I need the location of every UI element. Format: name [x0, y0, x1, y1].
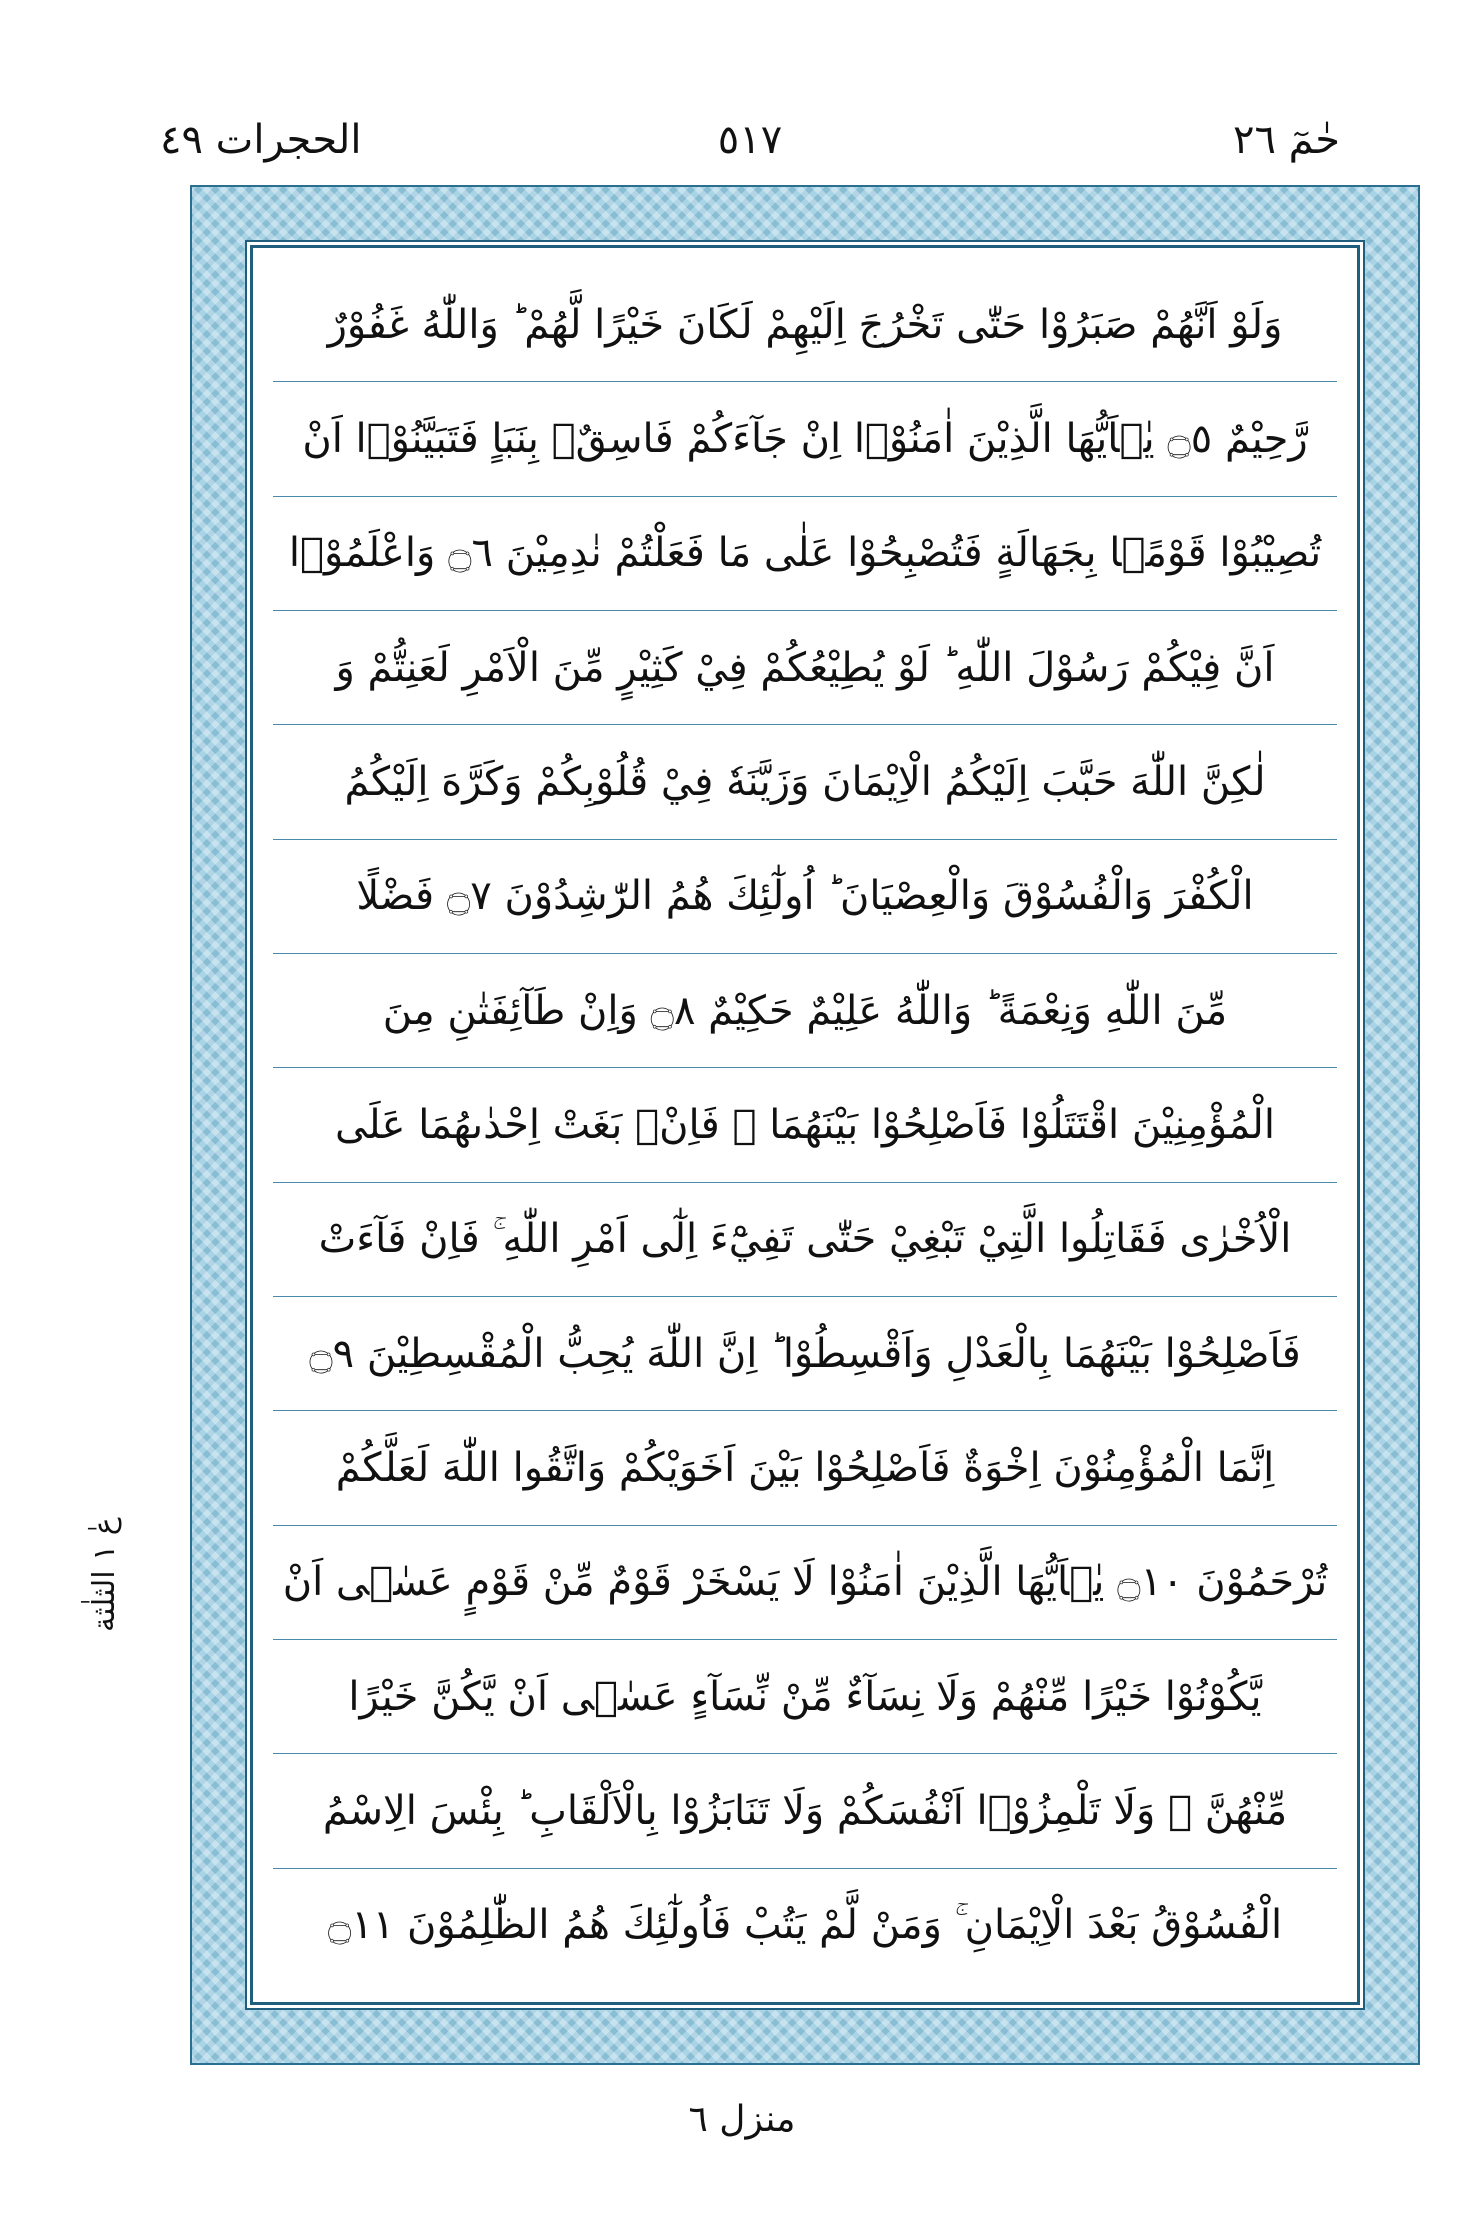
page-number: ٥١٧	[717, 117, 783, 163]
page-header	[150, 110, 1350, 170]
verse-line: الْمُؤْمِنِيْنَ اقْتَتَلُوْا فَاَصْلِحُوْا بَيْنَهُمَا ۚ فَاِنْۢ بَغَتْ اِحْدٰىهُمَا عَلَى	[273, 1068, 1337, 1182]
manzil-footer: منزل ٦	[688, 2099, 796, 2140]
verse-line: تُصِيْبُوْا قَوْمًۢا بِجَهَالَةٍ فَتُصْبِحُوْا عَلٰى مَا فَعَلْتُمْ نٰدِمِيْنَ ۝٦ وَاعْلَمُوْۤا	[273, 497, 1337, 611]
verse-line: مِّنَ اللّٰهِ وَنِعْمَةً ؕ وَاللّٰهُ عَلِيْمٌ حَكِيْمٌ ۝٨ وَاِنْ طَآئِفَتٰنِ مِنَ	[273, 954, 1337, 1068]
verse-line: مِّنْهُنَّ ۚ وَلَا تَلْمِزُوْۤا اَنْفُسَكُمْ وَلَا تَنَابَزُوْا بِالْاَلْقَابِ ؕ بِئْسَ الِاسْمُ	[273, 1754, 1337, 1868]
verse-lines	[273, 268, 1337, 1982]
verse-line: وَلَوْ اَنَّهُمْ صَبَرُوْا حَتّٰى تَخْرُجَ اِلَيْهِمْ لَكَانَ خَيْرًا لَّهُمْ ؕ وَاللّٰهُ غَفُوْرٌ	[273, 268, 1337, 382]
verse-line: تُرْحَمُوْنَ ۝١٠ يٰۤاَيُّهَا الَّذِيْنَ اٰمَنُوْا لَا يَسْخَرْ قَوْمٌ مِّنْ قَوْمٍ عَسٰۤى اَنْ	[273, 1526, 1337, 1640]
decorative-border	[190, 185, 1420, 2065]
verse-line: يَّكُوْنُوْا خَيْرًا مِّنْهُمْ وَلَا نِسَآءٌ مِّنْ نِّسَآءٍ عَسٰۤى اَنْ يَّكُنَّ خَيْرًا	[273, 1640, 1337, 1754]
verse-line: اَنَّ فِيْكُمْ رَسُوْلَ اللّٰهِ ؕ لَوْ يُطِيْعُكُمْ فِيْ كَثِيْرٍ مِّنَ الْاَمْرِ لَعَنِتُّمْ وَ	[273, 611, 1337, 725]
verse-line: الْكُفْرَ وَالْفُسُوْقَ وَالْعِصْيَانَ ؕ اُولٰٓئِكَ هُمُ الرّٰشِدُوْنَ ۝٧ فَضْلًا	[273, 840, 1337, 954]
juz-label: حٰمٓ ٢٦	[1232, 117, 1340, 163]
text-panel	[250, 245, 1360, 2005]
verse-line: اِنَّمَا الْمُؤْمِنُوْنَ اِخْوَةٌ فَاَصْلِحُوْا بَيْنَ اَخَوَيْكُمْ وَاتَّقُوا اللّٰهَ لَعَلَّكُمْ	[273, 1411, 1337, 1525]
verse-line: الْفُسُوْقُ بَعْدَ الْاِيْمَانِ ۚ وَمَنْ لَّمْ يَتُبْ فَاُولٰٓئِكَ هُمُ الظّٰلِمُوْنَ ۝١١	[327, 1902, 1283, 1949]
verse-line: رَّحِيْمٌ ۝٥ يٰۤاَيُّهَا الَّذِيْنَ اٰمَنُوْۤا اِنْ جَآءَكُمْ فَاسِقٌۢ بِنَبَاٍ فَتَبَيَّنُوْۤا اَنْ	[273, 382, 1337, 496]
verse-line: فَاَصْلِحُوْا بَيْنَهُمَا بِالْعَدْلِ وَاَقْسِطُوْا ؕ اِنَّ اللّٰهَ يُحِبُّ الْمُقْسِطِيْنَ ۝٩	[273, 1297, 1337, 1411]
verse-line: الْاُخْرٰى فَقَاتِلُوا الَّتِيْ تَبْغِيْ حَتّٰى تَفِيْٓءَ اِلٰٓى اَمْرِ اللّٰهِ ۚ فَاِنْ فَآءَتْ	[273, 1183, 1337, 1297]
ruku-margin-note: عٰ ١ الثلٰثة	[87, 1517, 122, 1633]
surah-name: الحجرات ٤٩	[160, 117, 362, 163]
verse-line: لٰكِنَّ اللّٰهَ حَبَّبَ اِلَيْكُمُ الْاِيْمَانَ وَزَيَّنَهٗ فِيْ قُلُوْبِكُمْ وَكَرَّهَ اِلَيْكُمُ	[273, 725, 1337, 839]
